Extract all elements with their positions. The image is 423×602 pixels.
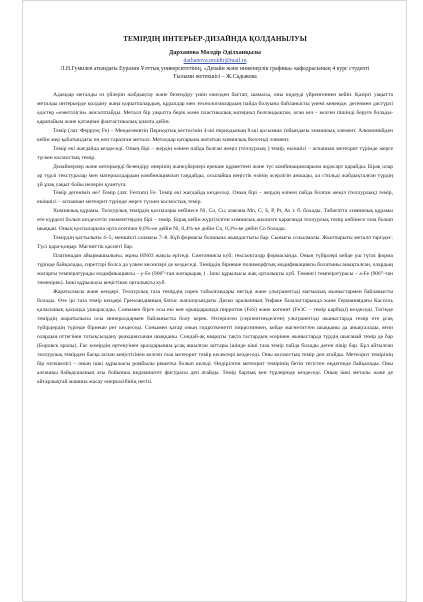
author-email-link[interactable]: darhanova.moldir@mail.ru	[183, 58, 247, 64]
paragraph-2: Темір (лат. Феррум; Fe) – Менделеевтің Периодтық кестесінің 4-ші периодының 8-ші қосымша тобындағы химиялық элемент. Алюминийден кейін жер қабатындағы ең көп таралған металл. Металдар қатарына жататын химиялық белсенді элемент.	[37, 127, 393, 143]
supervisor-line: Ғылыми жетекшісі – Ж.Садыкова	[173, 74, 257, 80]
paragraph-8: Платинадан айырмашылығы, мұны HN03 жақсы ерітеді. Сингониясы куб; гексаоктаэдр формасында. Оның түйірлері кейде үш түтас форма түрінде байқалады, сиреттірі болса да үлкен кесектері де кездеседі. Темірдің бірнеше полиморфтық модификациясы болатыны анықталған, олардың жоғарғы температурады модификациясы – γ-Fe (906°-тан жоғарырақ ) . Ішкі құрылысы жақ орталықты куб. Төменгі температурасы – a-Fe (906°-тан төменірек). Ішкі құрылысы кеңістікке орталықты куб.	[37, 253, 393, 287]
paragraph-5: Темір дегеніміз не? Темір (лат. Ferrum) Fe. Темір екі жағдайда кездеседі. Оның бірі – жердің өзінен пайда болған жеңіл (теллурлық) темір, екіншісі – аспаннан метеорит түрінде жерге түскен космостық темір.	[37, 190, 393, 206]
document-page	[22, 0, 407, 602]
author-name: Дарханова Мөлдір Әділханқызы	[169, 49, 261, 56]
paragraph-6: Химиялық құрамы. Теллурлық темірдің қоспалары кебінесе Ni, Co, Cu; азағана Mn, C, S, P, Pt, As т. б. болады. Табиғатта химиялық құрамы өте күрделі болып кездесетін элементтердің бірі – темір. Бірақ кейін жүргізілген химиялық анализге қарағанда теллурлық темір көбінесе таза болып шыққан. Оның қоспаларына орта есеппен 0,6%-ке дейін Ni, 0,4%-ке дейін Cu, 0,3%-ке дейін Co болады.	[37, 208, 393, 233]
paragraph-1: Адамдар металды өз үйлерін жабдықтау және безендіру үшін ежелден бастап, шамасы, оны өңдеуді үйренгеннен кейін. Қазіргі уақытта металды интерьерде қолдану жаңа қорытпалардың, құралдар мен технологиялардың пайда болуына байланысты үнемі кеңеюде, дегенмен дәстүрлі әдістер «өзектілігін» жоғалтпайды. Металл бір уақытта берік және пластикалық материал болғандықтан, оған кез – келген пішінді беруге болады-қарапайым және қатаңнан фантастикалық қиялға дейін.	[37, 92, 393, 125]
paragraph-4: Дизайнерлер және интерьерді безендіру өнерінің жанкүйерлері ерекше құрметпен және түс комбинацияларына жұмсарт қарайды. Бірақ олар әр түрлі текстуралар мен материалдардың комбинациясын таңдайды, осылайша кеңістік өзінің әсерлігін аншады, ал стильді жабдықталған түрдің үй ұзақ уақыт бойы иелерін қуантуға.	[37, 163, 393, 188]
author-affiliation: Л.Н.Гумилев атындағы Еуразия Ұлттық университетінің, «Дизайн және инженерлік графика» кафедрасының 4 курс студенті	[60, 66, 370, 72]
document-body	[37, 35, 393, 595]
paragraph-3: Темір екі жағдайда кездеседі. Оның бірі – жердің өзінен пайда болған жеңіл (теллурлық ) темір, екіншісі – аспаннан метеорит түрінде жерге түскен космостық темір.	[37, 145, 393, 161]
paragraph-7: Темірдің қаттылығы 4–5; меншікті салмағы 7–8. Күй формасы болшына жымдастығы бар. Сынығы созылмалы. Жылтырығы металл тәріздес. Түсі қара-қоңыр. Магниттік қасиеті бар.	[37, 235, 393, 251]
paragraph-9: Жаратылысы және кендері. Теллурлық таза темірдің сирек табылғандары негізді және ультранегізді магмалық жыныстармен байланысты болады. Өте ірі таза темір кендері Гренландияның батыс жағалауындағы Диско аралынның Уифаке базальттарында және Германиядағы Кассель қаласының қасында ушырасады. Сонымен бірге осы екі кен орындарында пирротин (FeS) және когенит (Fe3C – темір карбиді) кездеседі. Тегінде темірдің жаратылысы осы минералдармен байланысты болу керек. Өзгерілген (серпентинделген) ультранегізді жыныстарда темір өте ұсақ түйірдердің түрінде бірнеше рет кездеседі. Сонымен қатар оның гидроткенетті пирротиннен, кейде магнетиттен шыққаны да анықталады, яғни олардың оттегінен тотықсыздану реакциясынан шыққаны. Сондай-ақ кварцты тақта тастардың әсерінен жыныстарда түрдің шығанай темір де бар (Боровск аралы). Ғаc көмірдің өртенуінен аралдарынша ұсақ ашылған заттары ішінде кіші таза темір пайда болады деген пікір бар. Бұл айтылған теллурлық темірден басқа аспан кеңістігінен келген таза метеорит темір кесектері кездеседі. Оны космостық темір деп атайды. Метеорит темірінің бір өзгешелігі – оның ішкі құрылысы ромбылы решеткa болып келеді. Өндірілген метеорит темірінің бетін тегістеп өңдегенде байқалады. Оны алғашқы байқаушының аты бойынша видманштет фигурасы деп атайды. Темір барлық кен түрлерінде кездеседі. Оның ішкі металы және де айтарлықтай машина жасау өнеркәсібінің негізі.	[37, 288, 393, 385]
document-title: ТЕМІРДІҢ ИНТЕРЬЕР-ДИЗАЙНДА ҚОЛДАНЫЛУЫ	[123, 35, 307, 43]
